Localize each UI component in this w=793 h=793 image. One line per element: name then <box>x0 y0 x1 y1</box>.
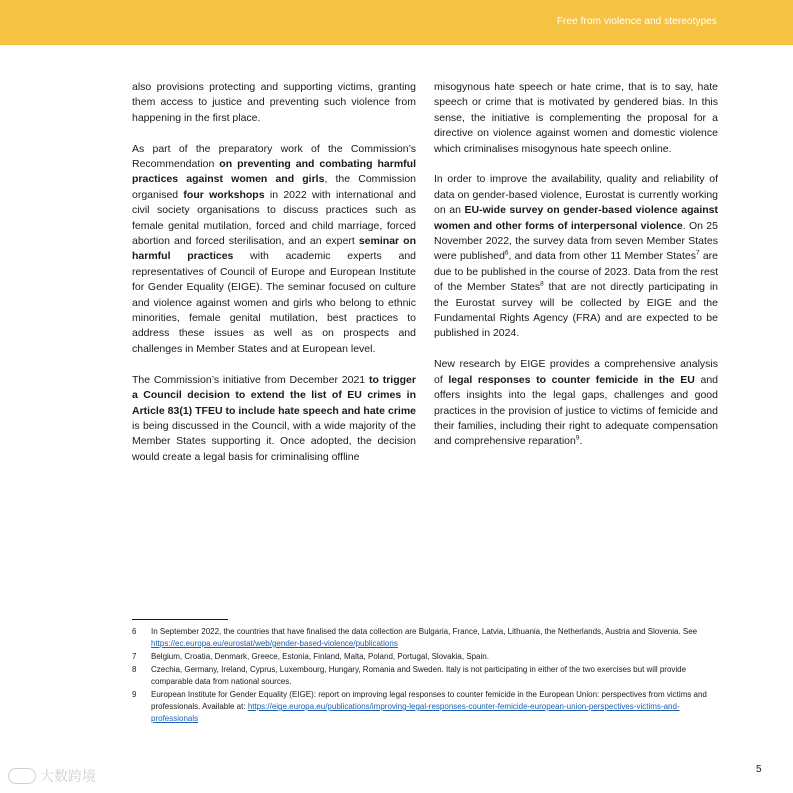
page-number: 5 <box>756 764 762 775</box>
footnote: 7 Belgium, Croatia, Denmark, Greece, Estonia, Finland, Malta, Poland, Portugal, Slovakia, Spain. <box>132 652 489 661</box>
paragraph: misogynous hate speech or hate crime, that is to say, hate speech or crime that is motivated by gendered bias. In this sense, the initiative is complementing the proposal for a directive on violence against women and domestic violence which criminalises misogynous hate speech online. <box>434 81 718 155</box>
footnote: 9 European Institute for Gender Equality (EIGE): report on improving legal responses to counter femicide in the European Union: perspectives from victims and professionals. Available at: https://eige.europa.eu/publications/improving-legal-responses-counter-femicide-european-union-perspectives-victims-and-professionals <box>132 690 707 723</box>
footnote-link[interactable]: https://ec.europa.eu/eurostat/web/gender-based-violence/publications <box>151 639 398 648</box>
left-column <box>132 80 416 481</box>
footnote: 6 In September 2022, the countries that have finalised the data collection are Bulgaria, France, Latvia, Lithuania, the Netherlands, Austria and Slovenia. See https://ec.europa.eu/eurostat/web/gender-based-violence/publications <box>132 627 698 648</box>
footnote-ref[interactable]: 7 <box>695 249 700 257</box>
paragraph: New research by EIGE provides a comprehensive analysis of legal responses to counter femicide in the EU and offers insights into the legal gaps, challenges and good practices in the provision of justice to victims of femicide and their families, including their right to adequate compensation and comprehensive reparation$^9$. <box>434 358 718 448</box>
watermark-logo-icon <box>8 768 36 784</box>
paragraph: also provisions protecting and supporting victims, granting them access to justice and preventing such violence from happening in the first place. <box>132 81 416 124</box>
running-header-title: Free from violence and stereotypes <box>556 16 717 27</box>
right-column <box>434 80 718 465</box>
watermark <box>8 766 96 786</box>
paragraph: The Commission’s initiative from December 2021 to trigger a Council decision to extend the list of EU crimes in Article 83(1) TFEU to include hate speech and hate crime is being discussed in the Council, with a wide majority of the Member States supporting it. Once adopted, the decision would create a legal basis for criminalising offline <box>132 373 416 463</box>
footnote-ref[interactable]: 9 <box>575 434 580 442</box>
paragraph: In order to improve the availability, quality and reliability of data on gender-based violence, Eurostat is currently working on an EU-wide survey on gender-based violence against women and other forms of interpersonal violence. On 25 November 2022, the survey data from seven Member States were published$^6$, and data from other 11 Member States$^7$ are due to be published in the course of 2023. Data from the rest of the Member States$^8$ that are not directly participating in the Eurostat survey will be collected by EIGE and the Fundamental Rights Agency (FRA) and are expected to be published in 2024. <box>434 173 718 340</box>
footnotes <box>132 626 712 726</box>
footnote-ref[interactable]: 8 <box>540 280 544 288</box>
footnote-link[interactable]: https://eige.europa.eu/publications/improving-legal-responses-counter-femicide-european-union-perspectives-victims-and-professionals <box>151 702 680 723</box>
footnote-divider <box>132 619 228 620</box>
watermark-text: 大数跨境 <box>40 768 96 784</box>
footnote-ref[interactable]: 6 <box>504 249 509 257</box>
footnote: 8 Czechia, Germany, Ireland, Cyprus, Luxembourg, Hungary, Romania and Sweden. Italy is not participating in either of the two exercises but will provide comparable data from national sources. <box>132 665 687 686</box>
header-band <box>0 0 793 45</box>
paragraph: As part of the preparatory work of the Commission’s Recommendation on preventing and combating harmful practices against women and girls, the Commission organised four workshops in 2022 with international and civil society organisations to discuss practices such as female genital mutilation, forced and child marriage, forced abortion and forced sterilisation, and an expert seminar on harmful practices with academic experts and representatives of Council of Europe and European Institute for Gender Equality (EIGE). The seminar focused on culture and violence against women and girls who belong to ethnic minorities, female genital mutilation, best practices to address these issues as well as on prospects and challenges in Member States and at European level. <box>132 142 417 355</box>
